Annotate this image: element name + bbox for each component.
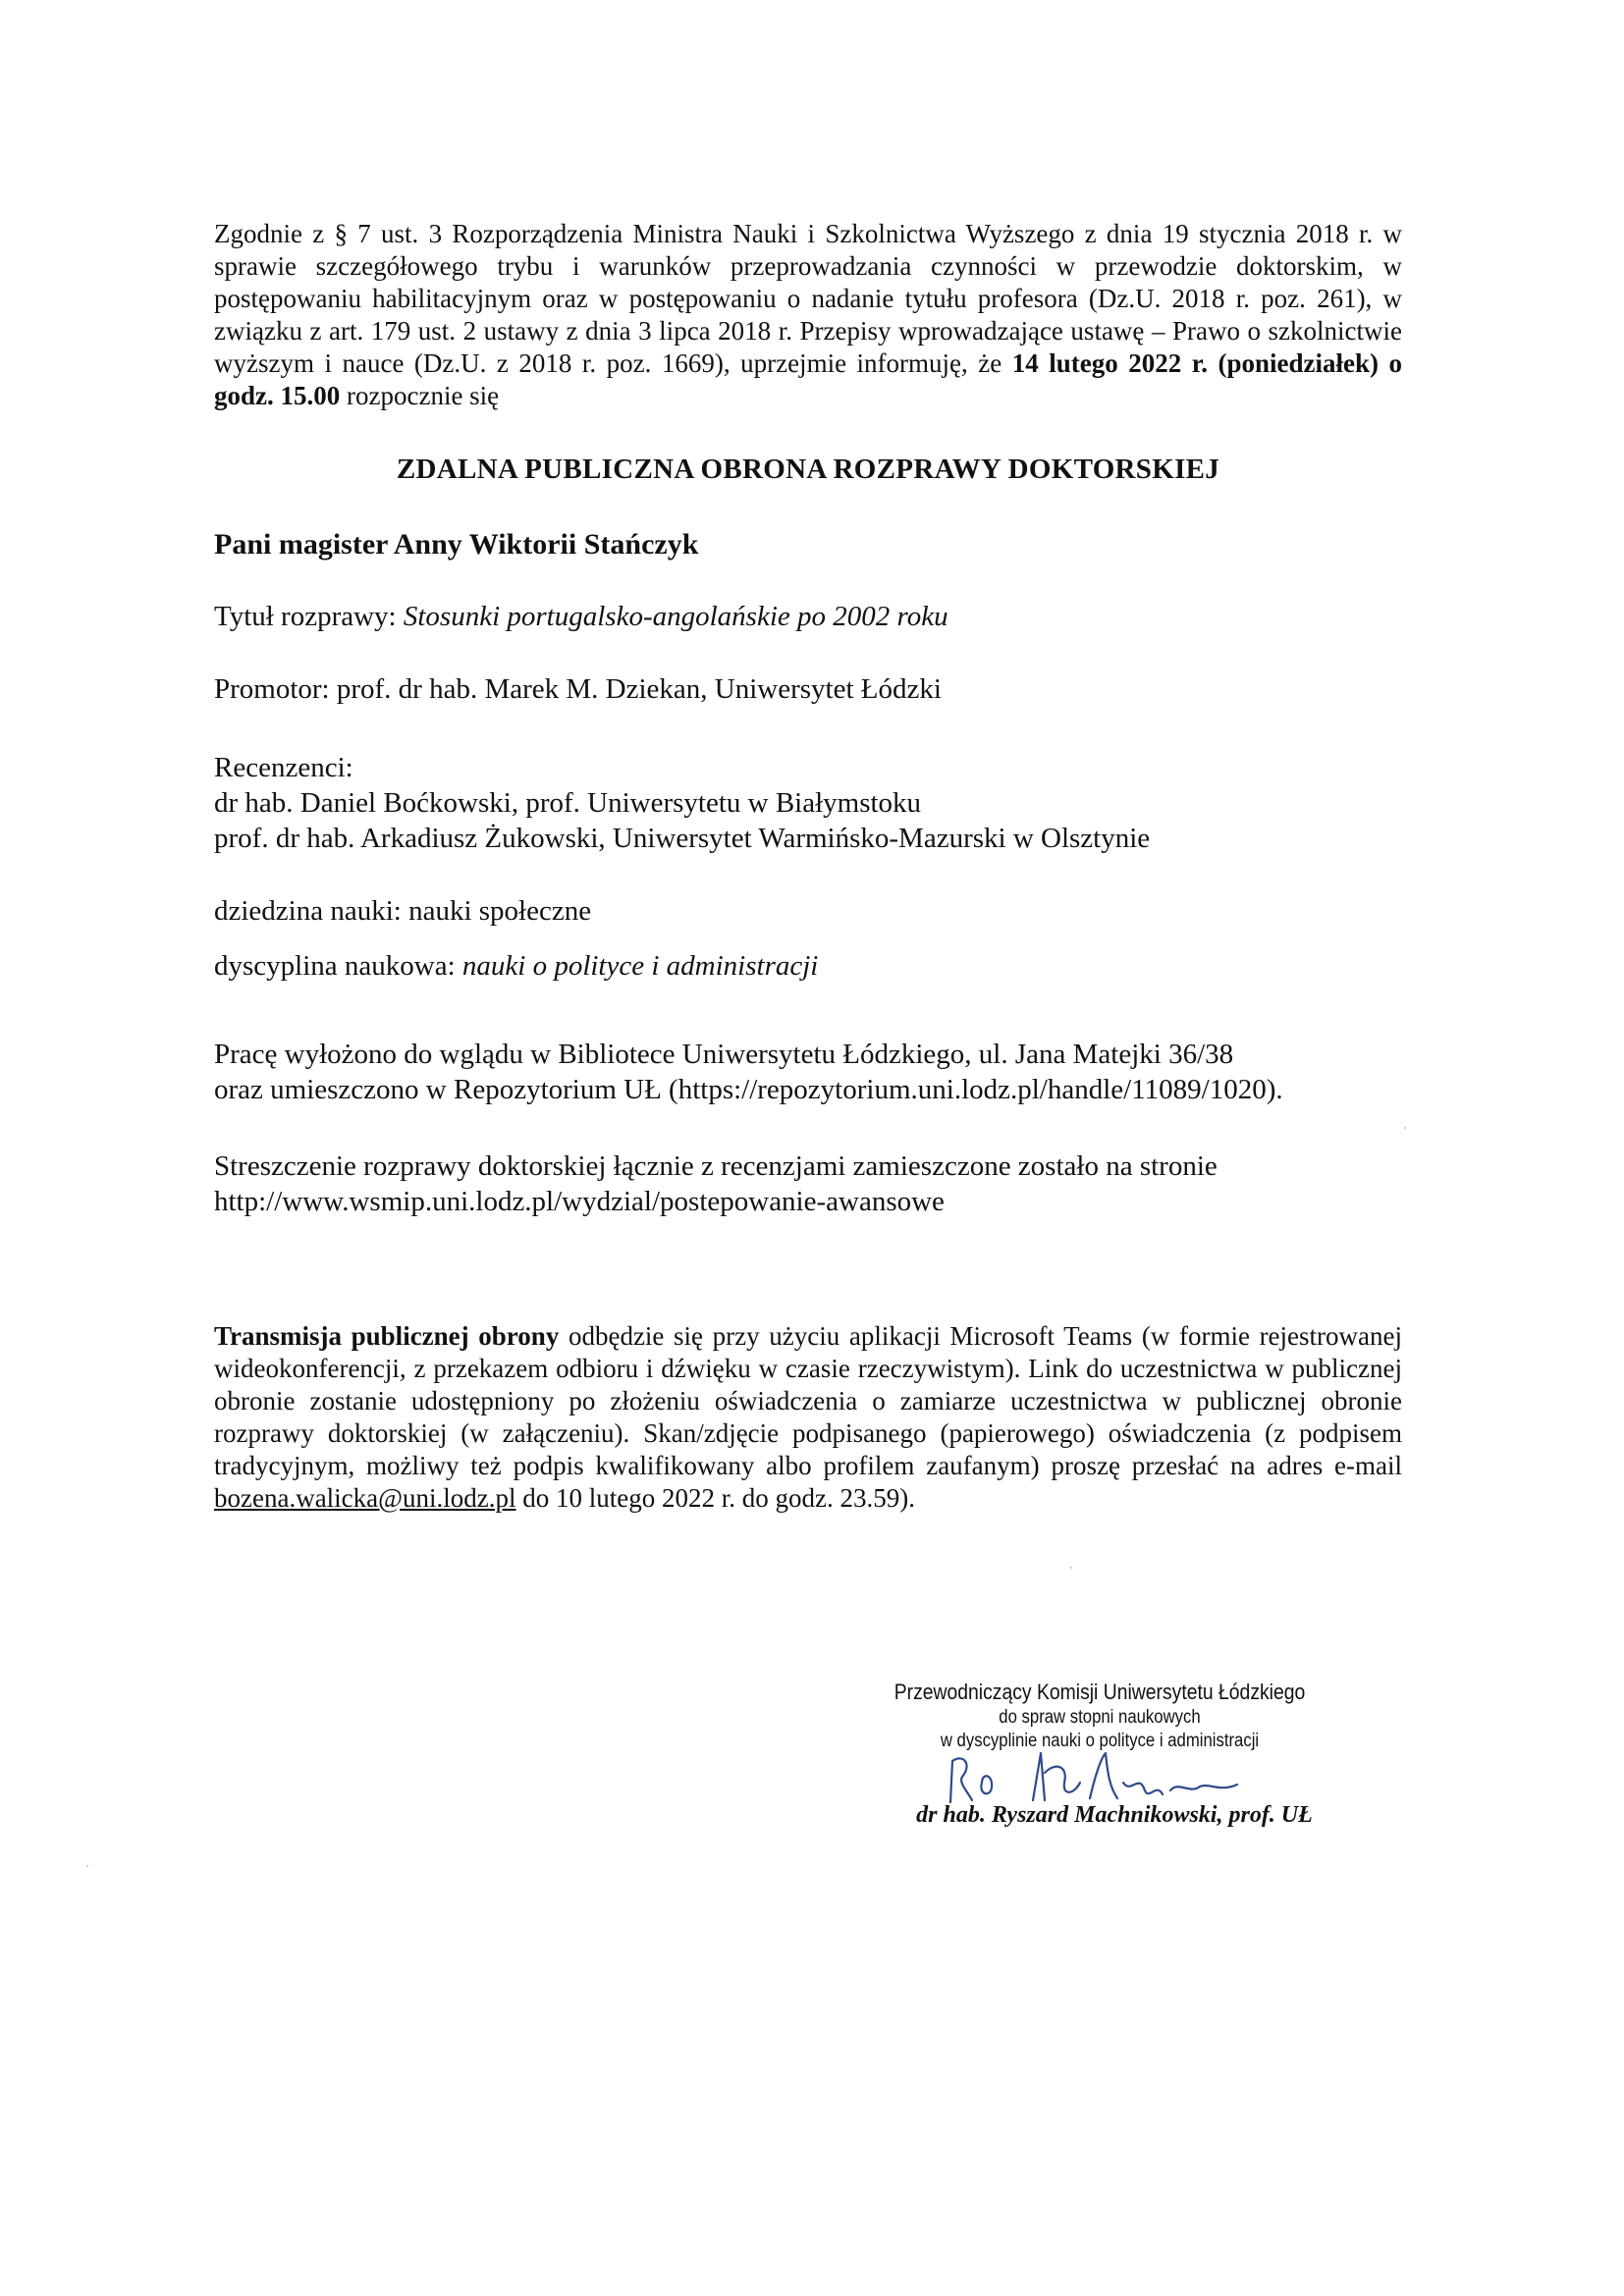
discipline-label: dyscyplina naukowa: [214,950,462,982]
reviewer-item: dr hab. Daniel Boćkowski, prof. Uniwersytetu w Białymstoku [214,787,922,819]
scan-speck [1404,1127,1406,1129]
abstract-url[interactable]: http://www.wsmip.uni.lodz.pl/wydzial/postepowanie-awansowe [214,1186,945,1217]
discipline-line [214,950,1402,983]
stamp-line-2: do spraw stopni naukowych [999,1707,1201,1728]
field-of-science: dziedzina nauki: nauki społeczne [214,895,592,927]
library-line-1: Pracę wyłożono do wglądu w Bibliotece Uniwersytetu Łódzkiego, ul. Jana Matejki 36/38 [214,1039,1234,1070]
intro-paragraph [214,218,1402,412]
transmission-text-2: do 10 lutego 2022 r. do godz. 23.59). [515,1483,915,1513]
reviewers-label: Recenzenci: [214,752,353,783]
thesis-title-line [214,601,1402,633]
chair-stamp [864,1679,1335,1753]
stamp-line-1: Przewodniczący Komisji Uniwersytetu Łódzkiego [893,1680,1306,1704]
thesis-title: Stosunki portugalsko-angolańskie po 2002 roku [403,601,948,632]
scan-speck [1070,1567,1072,1569]
reviewers-section [214,750,1402,856]
candidate-name: Pani magister Anny Wiktorii Stańczyk [214,528,699,561]
library-paragraph [214,1037,1402,1107]
discipline-value: nauki o polityce i administracji [461,950,819,982]
thesis-label: Tytuł rozprawy: [214,601,404,632]
email-link[interactable]: bozena.walicka@uni.lodz.pl [214,1483,516,1513]
chair-name: dr hab. Ryszard Machnikowski, prof. UŁ [916,1802,1313,1828]
transmission-paragraph [214,1320,1402,1515]
abstract-paragraph [214,1148,1402,1219]
scan-speck [86,1865,88,1867]
library-line-2: oraz umieszczono w Repozytorium UŁ (https://repozytorium.uni.lodz.pl/handle/11089/1020). [214,1074,1283,1105]
promoter-line: Promotor: prof. dr hab. Marek M. Dziekan, Uniwersytet Łódzki [214,673,942,705]
abstract-line-1: Streszczenie rozprawy doktorskiej łącznie z recenzjami zamieszczone zostało na stronie [214,1150,1218,1182]
reviewer-item: prof. dr hab. Arkadiusz Żukowski, Uniwersytet Warmińsko-Mazurski w Olsztynie [214,823,1151,854]
transmission-bold: Transmisja publicznej obrony [214,1321,560,1351]
defense-date: 14 lutego 2022 r. (poniedziałek) o godz. 15.00 [214,348,1402,410]
stamp-line-3: w dyscyplinie nauki o polityce i administracji [940,1731,1260,1751]
intro-text-2: rozpocznie się [340,381,500,410]
transmission-text-1: odbędzie się przy użyciu aplikacji Microsoft Teams (w formie rejestrowanej wideokonferencji, z przekazem odbioru i dźwięku w czasie rzeczywistym). Link do uczestnictwa w publicznej obronie zostanie udostępniony po złożeniu oświadczenia o zamiarze uczestnictwa w publicznej obronie rozprawy doktorskiej (w załączeniu). Skan/zdjęcie podpisanego (papierowego) oświadczenia (z podpisem tradycyjnym, możliwy też podpis kwalifikowany albo profilem zaufanym) proszę przesłać na adres e-mail [214,1321,1402,1480]
intro-text-1: Zgodnie z § 7 ust. 3 Rozporządzenia Ministra Nauki i Szkolnictwa Wyższego z dnia 19 stycznia 2018 r. w sprawie szczegółowego trybu i warunków przeprowadzania czynności w przewodzie doktorskim, w postępowaniu habilitacyjnym oraz w postępowaniu o nadanie tytułu profesora (Dz.U. 2018 r. poz. 261), w związku z art. 179 ust. 2 ustawy z dnia 3 lipca 2018 r. Przepisy wprowadzające ustawę – Prawo o szkolnictwie wyższym i nauce (Dz.U. z 2018 r. poz. 1669), uprzejmie informuję, że [214,219,1402,378]
document-heading: ZDALNA PUBLICZNA OBRONA ROZPRAWY DOKTORSKIEJ [396,454,1220,485]
